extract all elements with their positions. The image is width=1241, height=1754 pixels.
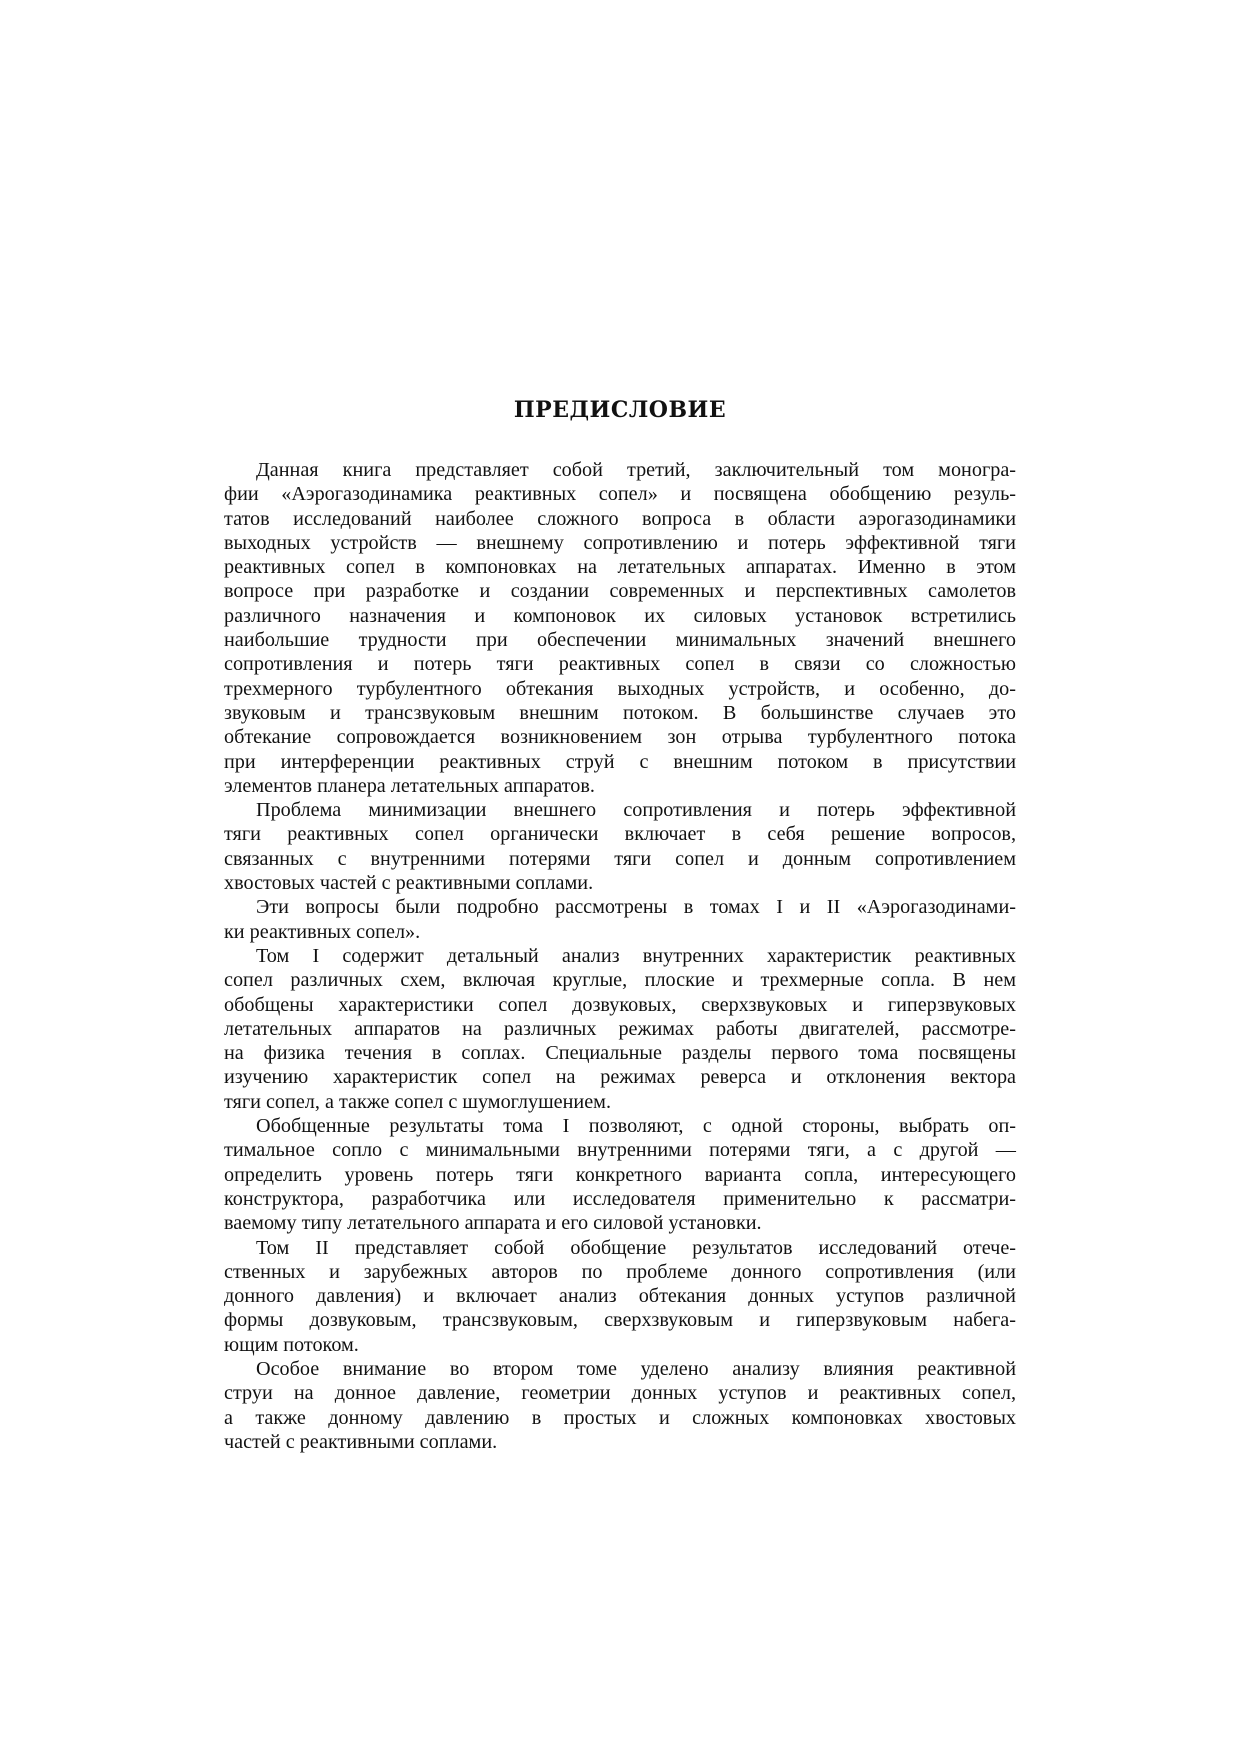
text-line: а также донному давлению в простых и сложных компоновках хвостовых xyxy=(224,1406,1016,1429)
text-line: элементов планера летательных аппаратов. xyxy=(224,774,595,797)
text-line: тяги сопел, а также сопел с шумоглушением. xyxy=(224,1090,611,1113)
text-line: при интерференции реактивных струй с внешним потоком в присутствии xyxy=(224,750,1016,773)
paragraph xyxy=(224,1236,1016,1357)
text-line: конструктора, разработчика или исследователя применительно к рассматри- xyxy=(224,1187,1016,1210)
text-line: летательных аппаратов на различных режимах работы двигателей, рассмотре- xyxy=(224,1017,1016,1040)
text-line: различного назначения и компоновок их силовых установок встретились xyxy=(224,604,1016,627)
text-line: Обобщенные результаты тома I позволяют, с одной стороны, выбрать оп- xyxy=(256,1115,1016,1138)
text-line: выходных устройств — внешнему сопротивлению и потерь эффективной тяги xyxy=(224,531,1016,554)
text-line: донного давления) и включает анализ обтекания донных уступов различной xyxy=(224,1285,1016,1308)
text-line: фии «Аэрогазодинамика реактивных сопел» и посвящена обобщению резуль- xyxy=(224,483,1016,506)
text-line: ственных и зарубежных авторов по проблеме донного сопротивления (или xyxy=(224,1260,1016,1283)
text-line: обобщены характеристики сопел дозвуковых, сверхзвуковых и гиперзвуковых xyxy=(224,993,1016,1016)
text-line: Проблема минимизации внешнего сопротивления и потерь эффективной xyxy=(256,799,1016,822)
text-line: вопросе при разработке и создании современных и перспективных самолетов xyxy=(224,580,1016,603)
text-line: тяги реактивных сопел органически включает в себя решение вопросов, xyxy=(224,823,1016,846)
text-line: определить уровень потерь тяги конкретного варианта сопла, интересующего xyxy=(224,1163,1016,1186)
text-line: Эти вопросы были подробно рассмотрены в томах I и II «Аэрогазодинами- xyxy=(256,896,1016,919)
text-line: звуковым и трансзвуковым внешним потоком. В большинстве случаев это xyxy=(224,701,1016,724)
paragraph xyxy=(224,798,1016,895)
text-line: тимальное сопло с минимальными внутренними потерями тяги, а с другой — xyxy=(224,1139,1016,1162)
text-line: связанных с внутренними потерями тяги сопел и донным сопротивлением xyxy=(224,847,1016,870)
text-line: сопротивления и потерь тяги реактивных сопел в связи со сложностью xyxy=(224,653,1016,676)
paragraph xyxy=(224,1357,1016,1454)
text-line: Особое внимание во втором томе уделено анализу влияния реактивной xyxy=(256,1357,1016,1380)
text-line: реактивных сопел в компоновках на летательных аппаратах. Именно в этом xyxy=(224,556,1016,579)
preface-body xyxy=(224,458,1016,1454)
paragraph xyxy=(224,1114,1016,1235)
text-line: частей с реактивными соплами. xyxy=(224,1430,498,1453)
text-line: наибольшие трудности при обеспечении минимальных значений внешнего xyxy=(224,629,1016,652)
text-line: Данная книга представляет собой третий, заключительный том моногра- xyxy=(256,459,1016,481)
text-line: на физика течения в соплах. Специальные разделы первого тома посвящены xyxy=(224,1042,1016,1065)
text-line: сопел различных схем, включая круглые, плоские и трехмерные сопла. В нем xyxy=(224,969,1016,992)
text-line: хвостовых частей с реактивными соплами. xyxy=(224,872,594,895)
text-line: Том II представляет собой обобщение результатов исследований отече- xyxy=(256,1236,1016,1259)
text-line: ющим потоком. xyxy=(224,1333,359,1356)
text-line: струи на донное давление, геометрии донных уступов и реактивных сопел, xyxy=(224,1382,1016,1405)
text-line: формы дозвуковым, трансзвуковым, сверхзвуковым и гиперзвуковым набега- xyxy=(224,1309,1016,1332)
text-line: ваемому типу летательного аппарата и его силовой установки. xyxy=(224,1212,762,1235)
text-line: обтекание сопровождается возникновением зон отрыва турбулентного потока xyxy=(224,726,1016,749)
text-line: трехмерного турбулентного обтекания выходных устройств, и особенно, до- xyxy=(224,677,1016,700)
paragraph xyxy=(224,458,1016,798)
paragraph xyxy=(224,944,1016,1114)
text-line: татов исследований наиболее сложного вопроса в области аэрогазодинамики xyxy=(224,507,1016,530)
text-line: ки реактивных сопел». xyxy=(224,920,421,943)
page-title: ПРЕДИСЛОВИЕ xyxy=(513,397,727,423)
paragraph xyxy=(224,895,1016,944)
text-line: изучению характеристик сопел на режимах реверса и отклонения вектора xyxy=(224,1066,1016,1089)
text-line: Том I содержит детальный анализ внутренних характеристик реактивных xyxy=(256,944,1016,967)
